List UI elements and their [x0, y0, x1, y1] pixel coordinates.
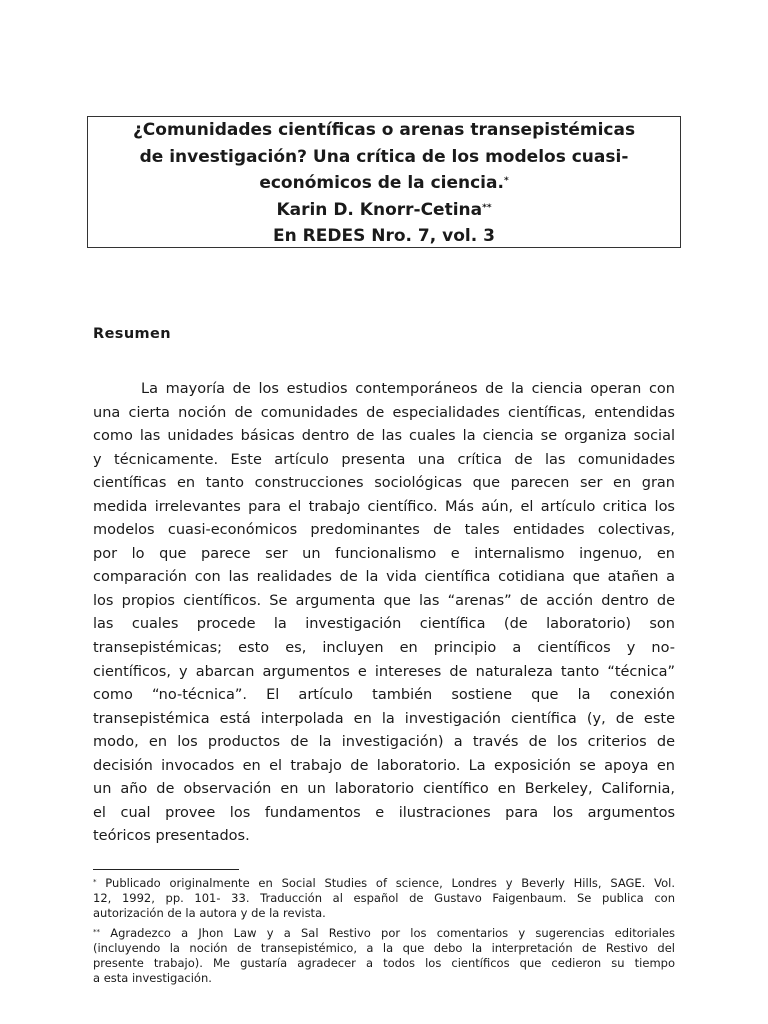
- abstract-line: como “no-técnica”. El artículo también sostiene que la conexión: [93, 687, 675, 704]
- title-box: [87, 116, 681, 248]
- footnote-2-text: Agradezco a Jhon Law y a Sal Restivo por los comentarios y sugerencias editoriales: [110, 926, 676, 940]
- abstract-line: los propios científicos. Se argumenta que las “arenas” de acción dentro de: [93, 592, 675, 609]
- abstract-line: transepistémicas; esto es, incluyen en principio a científicos y no-: [93, 640, 675, 657]
- abstract-line: decisión invocados en el trabajo de laboratorio. La exposición se apoya en: [93, 757, 675, 774]
- footnote-line: (incluyendo la noción de transepistémico, a la que debo la interpretación de Restivo del: [93, 941, 675, 955]
- footnote-2: [93, 926, 675, 986]
- title-line-2: de investigación? Una crítica de los modelos cuasi-: [139, 146, 629, 167]
- abstract-line: científicas en tanto construcciones sociológicas que parecen ser en gran: [93, 475, 675, 492]
- abstract-line: modelos cuasi-económicos predominantes de tales entidades colectivas,: [93, 522, 675, 539]
- footnote-2-marker: **: [93, 928, 100, 936]
- footnote-line: [93, 876, 675, 891]
- footnotes: [93, 876, 675, 991]
- title-line-3-text: económicos de la ciencia.: [259, 173, 504, 193]
- footnote-separator: [93, 869, 239, 870]
- footnote-line: autorización de la autora y de la revista.: [93, 906, 326, 920]
- footnote-line: a esta investigación.: [93, 971, 212, 985]
- title-footnote-marker: *: [503, 176, 509, 186]
- footnote-1: [93, 876, 675, 921]
- abstract-line: el cual provee los fundamentos e ilustraciones para los argumentos: [93, 804, 675, 821]
- author-name: Karin D. Knorr-Cetina: [276, 199, 483, 220]
- abstract-line: una cierta noción de comunidades de especialidades científicas, entendidas: [93, 404, 675, 421]
- abstract-line: por lo que parece ser un funcionalismo e internalismo ingenuo, en: [93, 545, 675, 562]
- source-line: En REDES Nro. 7, vol. 3: [273, 226, 495, 246]
- abstract-line: teóricos presentados.: [93, 828, 250, 845]
- abstract-line: transepistémica está interpolada en la investigación científica (y, de este: [93, 710, 675, 727]
- footnote-1-text: Publicado originalmente en Social Studies of science, Londres y Beverly Hills, SAGE. Vol.: [105, 876, 675, 890]
- abstract-line: un año de observación en un laboratorio científico en Berkeley, California,: [93, 781, 675, 798]
- abstract-line: como las unidades básicas dentro de las cuales la ciencia se organiza social: [93, 428, 675, 445]
- abstract-line: La mayoría de los estudios contemporáneos de la ciencia operan con: [141, 381, 675, 397]
- abstract-line: comparación con las realidades de la vida científica cotidiana que atañen a: [93, 569, 675, 586]
- footnote-line: [93, 926, 675, 941]
- author-line: [88, 197, 680, 224]
- abstract-line: medida irrelevantes para el trabajo científico. Más aún, el artículo critica los: [93, 498, 675, 515]
- footnote-line: presente trabajo). Me gustaría agradecer a todos los científicos que cedieron su tiempo: [93, 956, 675, 970]
- title-line-1: ¿Comunidades científicas o arenas transepistémicas: [132, 120, 636, 140]
- author-footnote-marker: **: [482, 202, 492, 213]
- footnote-line: 12, 1992, pp. 101- 33. Traducción al español de Gustavo Faigenbaum. Se publica con: [93, 891, 675, 905]
- title-line-3: [88, 170, 680, 197]
- abstract-line: y técnicamente. Este artículo presenta una crítica de las comunidades: [93, 451, 675, 468]
- footnote-1-marker: *: [93, 878, 97, 886]
- abstract-line: modo, en los productos de la investigación) a través de los criterios de: [93, 734, 675, 751]
- abstract-line: científicos, y abarcan argumentos e intereses de naturaleza tanto “técnica”: [93, 663, 675, 680]
- abstract-line: las cuales procede la investigación científica (de laboratorio) son: [93, 616, 675, 633]
- section-heading-resumen: Resumen: [93, 326, 172, 342]
- abstract-paragraph: [93, 378, 675, 849]
